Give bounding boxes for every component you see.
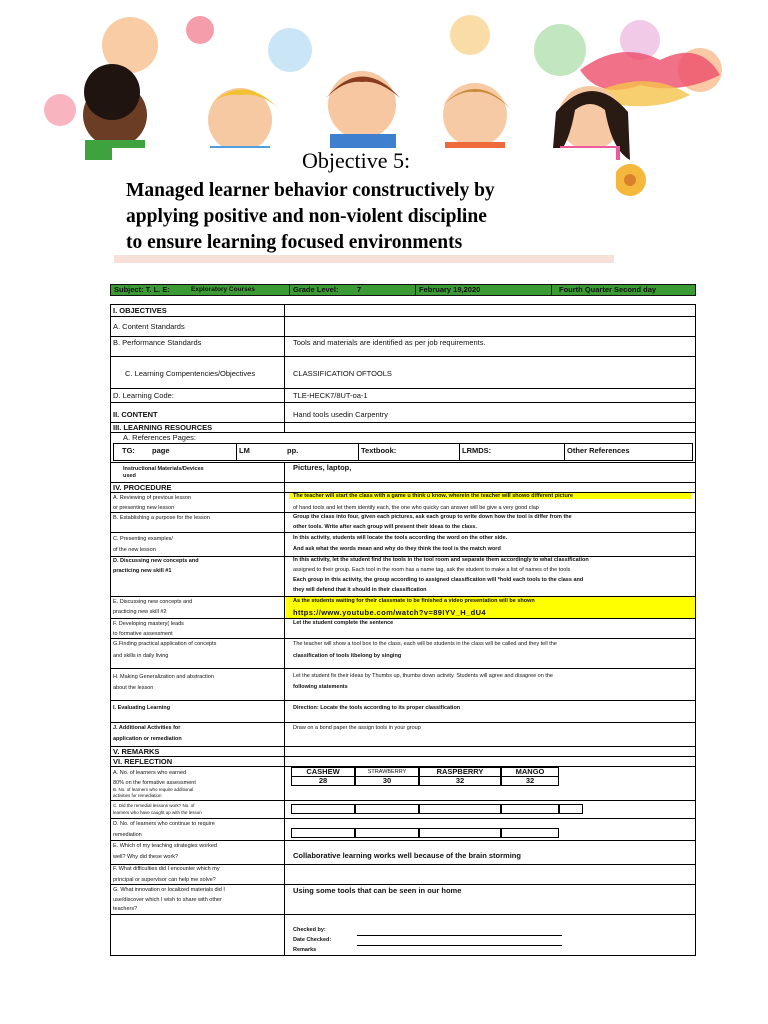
row-value: TLE-HECK7/8UT-oa-1 [293, 391, 368, 400]
row-label: A. No. of learners who earned [113, 770, 187, 776]
row-value: Tools and materials are identified as per job requirements. [293, 338, 486, 347]
blank-cell [501, 804, 559, 814]
row-value: CLASSIFICATION OFTOOLS [293, 369, 392, 378]
row-value: As the students waiting for their classmate to be finished a video presentation will be shown [293, 598, 535, 604]
row-label: remediation [113, 832, 142, 838]
row-value: The teacher will show a tool box to the class, each will be students in the class will be called and they tell the [293, 641, 557, 647]
table-row [111, 747, 695, 757]
row-label: learners who have caught up with the lesson [113, 810, 202, 815]
row-label: Instructional Materials/Devices [123, 466, 204, 472]
row-label: A. Content Standards [113, 322, 185, 331]
blank-cell [291, 804, 355, 814]
row-label: H. Making Generalization and abstraction [113, 674, 214, 680]
row-label: D. No. of learners who continue to require [113, 821, 215, 827]
row-label: I. Evaluating Learning [113, 705, 171, 711]
signature-line [357, 945, 562, 946]
row-label: practicing new skill #1 [113, 568, 172, 574]
row-label: G. What innovation or localized materials did I [113, 887, 225, 893]
row-value: following statements [293, 684, 348, 690]
section-mango-count: 32 [501, 776, 559, 786]
grade-label: Grade Level: [293, 285, 339, 294]
row-label: or presenting new lesson [113, 505, 175, 511]
section-cashew-header: CASHEW [291, 767, 355, 777]
row-label: application or remediation [113, 736, 182, 742]
pp-label: pp. [287, 446, 299, 455]
objective-line: Managed learner behavior constructively by [126, 180, 495, 201]
table-row [111, 701, 695, 723]
row-value: And ask what the words mean and why do they think the tool is the match word [293, 546, 501, 552]
row-label: principal or supervisor can help me solve? [113, 877, 216, 883]
section-strawberry-count: 30 [355, 776, 419, 786]
table-row [111, 317, 695, 337]
row-label: to formative assessment [113, 631, 173, 637]
row-value: other tools. Write after each group will present their ideas to the class. [293, 524, 477, 530]
row-label: C. Learning Compentencies/Objectives [125, 369, 256, 378]
signature-row [111, 915, 695, 955]
section-heading: V. REMARKS [113, 747, 160, 756]
table-row [111, 865, 695, 885]
table-row [111, 819, 695, 841]
signature-line [357, 935, 562, 936]
table-row [111, 885, 695, 915]
lm-label: LM [239, 446, 250, 455]
objective-line: to ensure learning focused environments [126, 232, 463, 253]
table-row [111, 403, 695, 423]
row-value: In this activity, let the student find the tools in the tool room and separate them accordingly to what classification [293, 557, 589, 563]
objective-card [112, 148, 616, 263]
table-row [111, 433, 695, 443]
lesson-plan-table [110, 304, 696, 956]
row-label: about the lesson [113, 685, 154, 691]
blank-cell [559, 804, 583, 814]
table-row [111, 357, 695, 389]
table-row [111, 463, 695, 483]
row-value: Draw on a bond paper the assign tools in your group [293, 725, 421, 731]
row-value: Using some tools that can be seen in our home [293, 886, 462, 895]
row-label: C. Presenting examples/ [113, 536, 173, 542]
row-value: Hand tools usedin Carpentry [293, 410, 389, 419]
row-label: used [123, 473, 136, 479]
objective-line: applying positive and non-violent discipline [126, 206, 487, 227]
table-row [111, 513, 695, 533]
row-value: they will defend that it should in their classification [293, 587, 427, 593]
section-heading: I. OBJECTIVES [113, 306, 167, 315]
section-raspberry-header: RASPBERRY [419, 767, 501, 777]
row-value: Group the class into four, given each pictures, ask each group to write down how the tool is differ from the [293, 514, 572, 520]
table-row [111, 639, 695, 669]
row-value: The teacher will start the class with a game u think u know, wherein the teacher will showo different picture [289, 493, 691, 499]
row-label: A. References Pages: [123, 433, 196, 442]
table-row [111, 619, 695, 639]
row-label: practicing new skill #2 [113, 609, 167, 615]
blank-cell [501, 828, 559, 838]
section-mango-header: MANGO [501, 767, 559, 777]
table-row [111, 767, 695, 801]
textbook-label: Textbook: [361, 446, 397, 455]
row-label: well? Why did these work? [113, 854, 179, 860]
subject-label: Subject: T. L. E: [114, 285, 170, 294]
table-row [111, 493, 695, 513]
section-heading: III. LEARNING RESOURCES [113, 423, 213, 432]
row-label: C. Did the remedial lessons work? No. of [113, 803, 195, 808]
tg-label: TG: [122, 446, 135, 455]
row-label: D. Discussing new concepts and [113, 558, 199, 564]
course-label: Exploratory Courses [191, 286, 255, 293]
blank-cell [419, 828, 501, 838]
row-label: F. What difficulties did I encounter which my [113, 866, 220, 872]
table-row [111, 557, 695, 597]
other-references-label: Other References [567, 446, 630, 455]
row-value: classification of tools itbelong by singing [293, 653, 402, 659]
blank-cell [419, 804, 501, 814]
objective-text [126, 178, 618, 256]
section-raspberry-count: 32 [419, 776, 501, 786]
table-row [111, 597, 695, 619]
row-label: G.Finding practical application of concepts [113, 641, 217, 647]
grade-value: 7 [357, 285, 362, 294]
blank-cell [355, 828, 419, 838]
table-row [111, 669, 695, 701]
header-banner [0, 0, 768, 272]
remarks-label: Remarks [293, 947, 317, 953]
table-row [111, 757, 695, 767]
row-value: Each group in this activity, the group according to assigned classification will *hold each tools to the class and [293, 577, 584, 583]
table-row [111, 305, 695, 317]
table-row [111, 423, 695, 433]
subject-bar [110, 284, 696, 296]
row-value: of hand tools and let them identify each, the one who quicky can answer will be give a very good clap [293, 505, 539, 511]
row-label: D. Learning Code: [113, 391, 174, 400]
page-label: page [152, 446, 170, 455]
table-row [111, 389, 695, 403]
row-value: Direction: Locate the tools according to its proper classification [293, 705, 461, 711]
row-label: J. Additional Activities for [113, 725, 181, 731]
table-row [111, 841, 695, 865]
row-label: B. No. of learners who require additional [113, 787, 194, 792]
row-value: Let the student fix their ideas by Thumbs up, thumbs down activity. Students will agree and disagree on the [293, 673, 553, 679]
row-label: F. Developing mastery( leads [113, 621, 184, 627]
blank-cell [355, 804, 419, 814]
row-label: B. Establishing a purpose for the lesson [113, 515, 210, 521]
section-heading: VI. REFLECTION [113, 757, 173, 766]
row-value: Let the student complete the sentence [293, 620, 394, 626]
row-label: use/discover which I wish to share with other [113, 897, 222, 903]
table-row [111, 483, 695, 493]
references-grid [113, 443, 693, 461]
row-value: assigned to their group. Each tool in the room has a name tag, ask the student to make a list of names of the tools [293, 567, 571, 573]
row-label: of the new lesson [113, 547, 156, 553]
date-checked-label: Date Checked: [293, 937, 332, 943]
section-heading: II. CONTENT [113, 410, 158, 419]
table-row [111, 723, 695, 747]
row-value: In this activity, students will locate the tools according the word on the other side. [293, 535, 508, 541]
row-value: Pictures, laptop, [293, 463, 352, 472]
row-label: 80% on the formative assessment [113, 780, 196, 786]
section-strawberry-header: STRAWBERRY [355, 767, 419, 777]
row-label: A. Reviewing of previous lesson [113, 495, 191, 501]
table-row [111, 443, 695, 463]
table-row [111, 801, 695, 819]
table-row [111, 533, 695, 557]
row-label: activities for remediation [113, 793, 162, 798]
objective-title: Objective 5: [302, 148, 411, 173]
checked-by-label: Checked by: [293, 927, 326, 933]
table-row [111, 337, 695, 357]
date-value: February 19,2020 [419, 285, 481, 294]
row-label: teachers? [113, 906, 138, 912]
row-label: B. Performance Standards [113, 338, 202, 347]
row-value: Collaborative learning works well because of the brain storming [293, 851, 521, 860]
row-label: E. Which of my teaching strategies worked [113, 843, 217, 849]
section-cashew-count: 28 [291, 776, 355, 786]
quarter-value: Fourth Quarter Second day [559, 285, 657, 294]
lrmds-label: LRMDS: [462, 446, 492, 455]
blank-cell [291, 828, 355, 838]
row-label: E. Discussing new concepts and [113, 599, 193, 605]
row-label: and skills in daily living [113, 653, 169, 659]
section-heading: IV. PROCEDURE [113, 483, 172, 492]
video-link[interactable]: https://www.youtube.com/watch?v=89IYV_H_dU4 [293, 608, 486, 617]
